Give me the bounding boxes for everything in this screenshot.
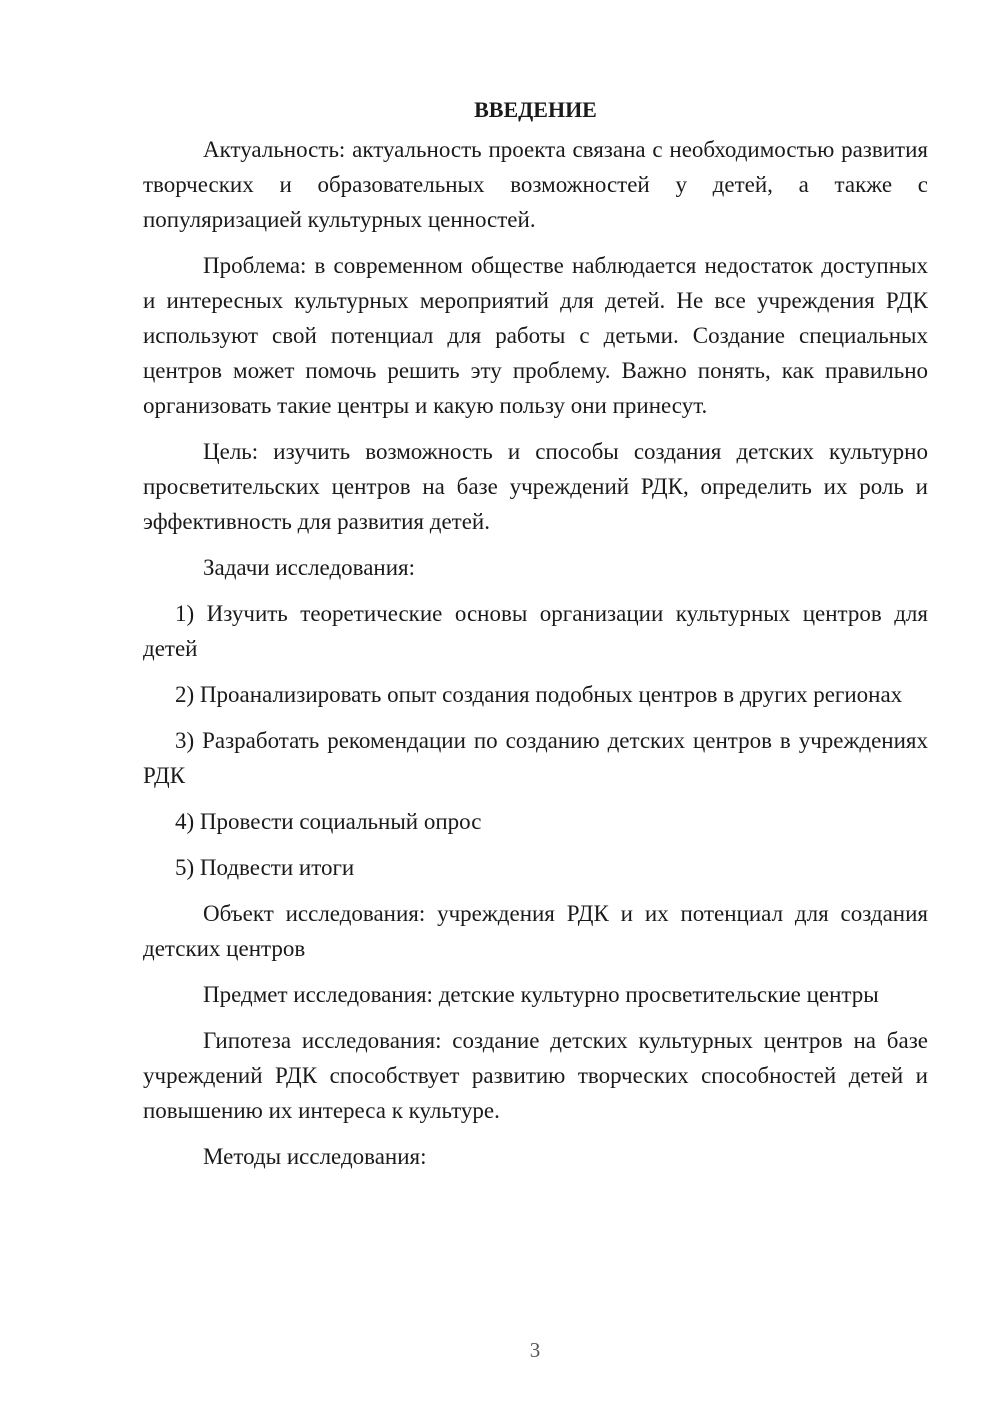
page-number: 3	[529, 1338, 541, 1362]
task-item-1: 1) Изучить теоретические основы организации культурных центров для детей	[143, 601, 928, 661]
hypothesis-paragraph: Гипотеза исследования: создание детских культурных центров на базе учреждений РДК способствует развитию творческих способностей детей и повышению их интереса к культуре.	[143, 1028, 928, 1123]
task-item-4: 4) Провести социальный опрос	[175, 809, 482, 834]
task-item-5: 5) Подвести итоги	[175, 855, 355, 880]
task-item-2: 2) Проанализировать опыт создания подобных центров в других регионах	[175, 682, 903, 707]
section-title: ВВЕДЕНИЕ	[474, 97, 597, 122]
goal-paragraph: Цель: изучить возможность и способы создания детских культурно просветительских центров на базе учреждений РДК, определить их роль и эффективность для развития детей.	[143, 439, 928, 534]
object-paragraph: Объект исследования: учреждения РДК и их потенциал для создания детских центров	[143, 901, 928, 961]
page-content	[143, 92, 928, 1174]
subject-paragraph: Предмет исследования: детские культурно просветительские центры	[203, 982, 879, 1007]
relevance-paragraph: Актуальность: актуальность проекта связана с необходимостью развития творческих и образовательных возможностей у детей, а также с популяризацией культурных ценностей.	[143, 137, 928, 232]
methods-heading: Методы исследования:	[203, 1144, 427, 1169]
problem-paragraph: Проблема: в современном обществе наблюдается недостаток доступных и интересных культурных мероприятий для детей. Не все учреждения РДК используют свой потенциал для работы с детьми. Создание специальных центров может помочь решить эту проблему. Важно понять, как правильно организовать такие центры и какую пользу они принесут.	[143, 253, 928, 418]
tasks-heading: Задачи исследования:	[203, 555, 416, 580]
task-item-3: 3) Разработать рекомендации по созданию детских центров в учреждениях РДК	[143, 728, 928, 788]
